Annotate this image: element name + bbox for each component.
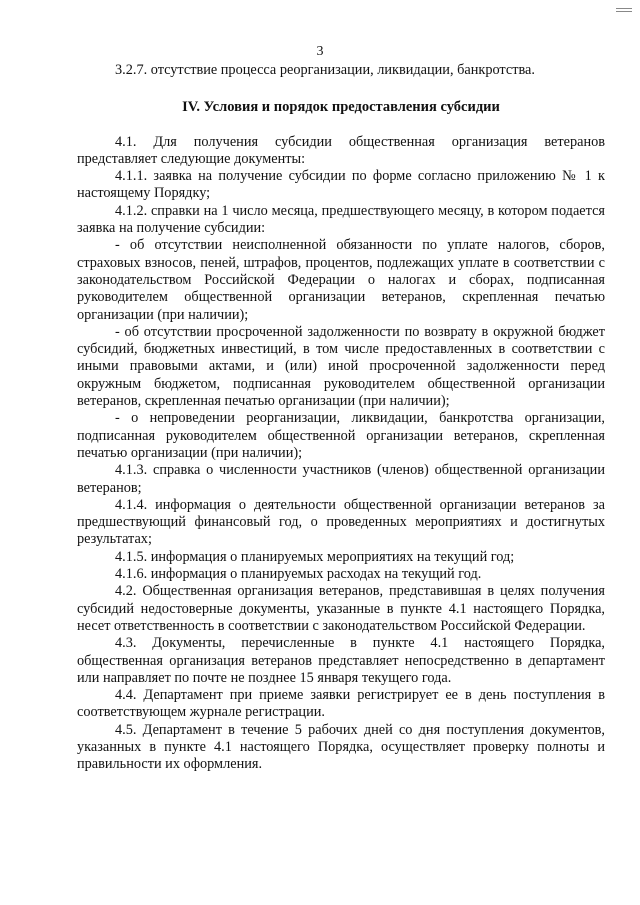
paragraph-4-1: 4.1. Для получения субсидии общественная организация ветеранов представляет следующие документы: [77, 133, 605, 167]
paragraph-4-1-4: 4.1.4. информация о деятельности общественной организации ветеранов за предшествующий финансовый год, о проведенных мероприятиях и достигнутых результатах; [77, 496, 605, 548]
paragraph-4-1-2: 4.1.2. справки на 1 число месяца, предшествующего месяцу, в котором подается заявка на получение субсидии: [77, 202, 605, 237]
paragraph-4-1-3: 4.1.3. справка о численности участников (членов) общественной организации ветеранов; [77, 462, 605, 496]
paragraph-4-5: 4.5. Департамент в течение 5 рабочих дней со дня поступления документов, указанных в пункте 4.1 настоящего Порядка, осуществляет проверку полноты и правильности их оформления. [77, 721, 605, 773]
list-item-tax-debt: - об отсутствии неисполненной обязанности по уплате налогов, сборов, страховых взносов, пеней, штрафов, процентов, подлежащих уплате в соответствии с законодательством Российской Федерации о налогах и сборах, подписанная руководителем общественной организации ветеранов, скрепленная печатью организации (при наличии); [77, 237, 605, 323]
list-item-budget-debt: - об отсутствии просроченной задолженности по возврату в окружной бюджет субсидий, бюджетных инвестиций, в том числе предоставленных в соответствии с иными правовыми актами, и (или) иной просроченной задолженности перед окружным бюджетом, подписанная руководителем общественной организации ветеранов, скрепленная печатью организации (при наличии); [77, 323, 605, 410]
paragraph-4-1-6: 4.1.6. информация о планируемых расходах на текущий год. [115, 566, 482, 583]
page-number: 3 [316, 44, 324, 59]
paragraph-4-1-1: 4.1.1. заявка на получение субсидии по форме согласно приложению № 1 к настоящему Порядку; [77, 168, 605, 202]
paragraph-3-2-7: 3.2.7. отсутствие процесса реорганизации, ликвидации, банкротства. [115, 62, 535, 78]
document-body [77, 62, 605, 774]
paragraph-4-2: 4.2. Общественная организация ветеранов, представившая в целях получения субсидий недостоверные документы, указанные в пункте 4.1 настоящего Порядка, несет ответственность в соответствии с законодательством Российской Федерации. [77, 583, 605, 634]
section-heading: IV. Условия и порядок предоставления субсидии [182, 99, 500, 116]
corner-mark [616, 8, 632, 12]
paragraph-4-1-5: 4.1.5. информация о планируемых мероприятиях на текущий год; [115, 548, 515, 565]
paragraph-4-3: 4.3. Документы, перечисленные в пункте 4.1 настоящего Порядка, общественная организация ветеранов представляет непосредственно в департамент или направляет по почте не позднее 15 января текущего года. [77, 635, 605, 686]
paragraph-4-4: 4.4. Департамент при приеме заявки регистрирует ее в день поступления в соответствующем журнале регистрации. [77, 687, 605, 721]
list-item-reorganization: - о непроведении реорганизации, ликвидации, банкротства организации, подписанная руководителем общественной организации ветеранов, скрепленная печатью организации (при наличии); [77, 410, 605, 461]
